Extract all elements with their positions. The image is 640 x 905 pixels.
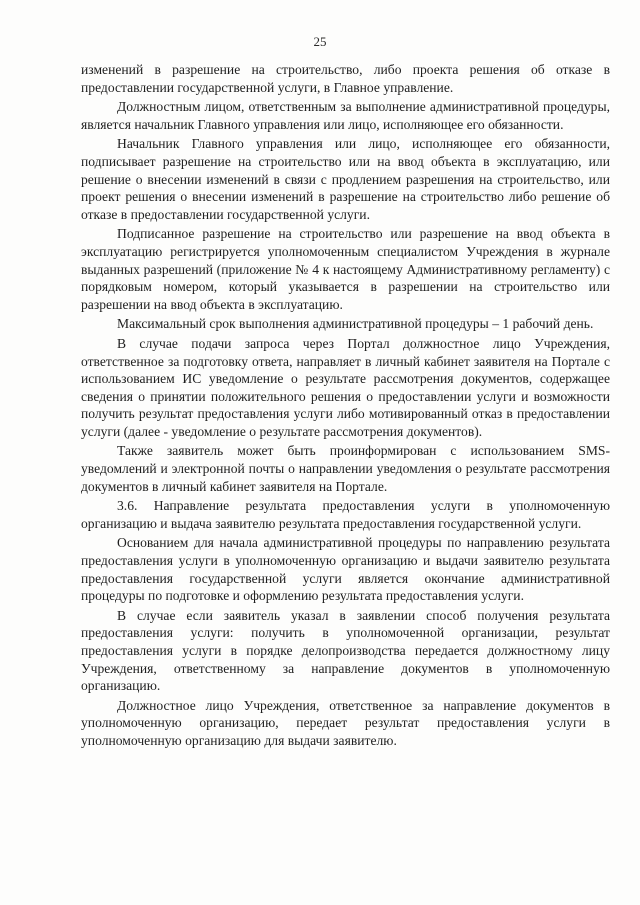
paragraph: Начальник Главного управления или лицо, исполняющее его обязанности, подписывает разрешение на строительство или на ввод объекта в эксплуатацию, или решение о внесении изменений в связи с продлением разрешения на строительство, или проект решения о внесении изменений в разрешение на строительство либо решение об отказе в предоставлении государственной услуги.: [81, 136, 610, 222]
paragraph: Также заявитель может быть проинформирован с использованием SMS-уведомлений и электронной почты о направлении уведомления о результате рассмотрения документов в личный кабинет заявителя на Портале.: [81, 443, 610, 494]
paragraph: В случае подачи запроса через Портал должностное лицо Учреждения, ответственное за подготовку ответа, направляет в личный кабинет заявителя на Портале с использованием ИС уведомление о результате рассмотрения документов, содержащее сведения о принятии положительного решения о предоставлении услуги и возможности получить результат предоставления услуги либо мотивированный отказ в предоставлении услуги (далее - уведомление о результате рассмотрения документов).: [81, 335, 610, 439]
paragraph: Основанием для начала административной процедуры по направлению результата предоставления услуги в уполномоченную организацию и выдачи заявителю результата предоставления государственной услуги является окончание административной процедуры по подготовке и оформлению результата предоставления услуги.: [81, 535, 610, 604]
paragraph: Подписанное разрешение на строительство или разрешение на ввод объекта в эксплуатацию регистрируется уполномоченным специалистом Учреждения в журнале выданных разрешений (приложение № 4 к настоящему Административному регламенту) с порядковым номером, который указывается в разрешении на строительство или разрешении на ввод объекта в эксплуатацию.: [81, 226, 610, 312]
paragraph: Должностное лицо Учреждения, ответственное за направление документов в уполномоченную организацию, передает результат предоставления услуги в уполномоченную организацию для выдачи заявителю.: [81, 697, 610, 748]
paragraph: В случае если заявитель указал в заявлении способ получения результата предоставления услуги: получить в уполномоченной организации, результат предоставления услуги в порядке делопроизводства передается должностному лицу Учреждения, ответственному за направление документов в уполномоченную организацию.: [81, 607, 610, 694]
paragraph: Должностным лицом, ответственным за выполнение административной процедуры, является начальник Главного управления или лицо, исполняющее его обязанности.: [81, 99, 610, 132]
document-body: [81, 61, 610, 752]
paragraph: Максимальный срок выполнения административной процедуры – 1 рабочий день.: [117, 316, 594, 332]
paragraph: изменений в разрешение на строительство, либо проекта решения об отказе в предоставлении государственной услуги, в Главное управление.: [81, 62, 610, 95]
section-heading-3-6: 3.6. Направление результата предоставления услуги в уполномоченную организацию и выдача заявителю результата предоставления государственной услуги.: [81, 498, 610, 531]
page-number: 25: [313, 34, 327, 49]
